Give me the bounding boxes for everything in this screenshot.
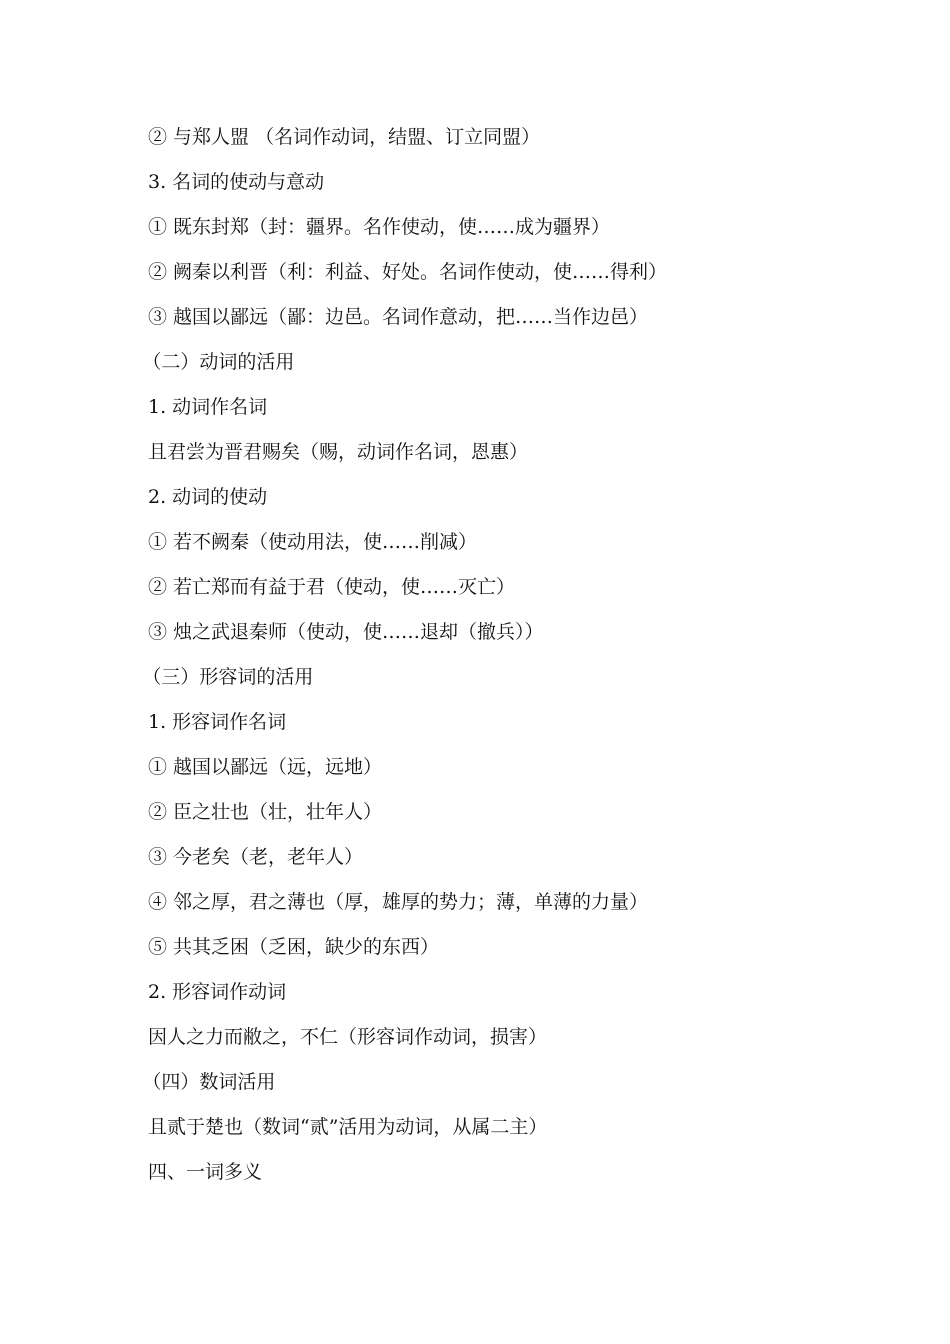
list-item: 因人之力而敝之，不仁（形容词作动词，损害） xyxy=(148,1026,548,1048)
heading: 2. 动词的使动 xyxy=(148,486,268,508)
list-item: ① 越国以鄙远（远，远地） xyxy=(148,756,383,778)
heading: 2. 形容词作动词 xyxy=(148,981,287,1003)
text-body xyxy=(142,120,868,1200)
subsection-heading: （四）数词活用 xyxy=(142,1071,276,1093)
list-item: ④ 邻之厚，君之薄也（厚，雄厚的势力；薄，单薄的力量） xyxy=(148,891,649,913)
section-heading: 四、一词多义 xyxy=(148,1161,263,1183)
subsection-heading: （二）动词的活用 xyxy=(142,351,295,373)
subsection-heading: （三）形容词的活用 xyxy=(142,666,314,688)
list-item: ⑤ 共其乏困（乏困，缺少的东西） xyxy=(148,936,440,958)
list-item: ③ 越国以鄙远（鄙：边邑。名词作意动，把……当作边邑） xyxy=(148,306,649,328)
list-item: 且贰于楚也（数词“贰”活用为动词，从属二主） xyxy=(148,1116,548,1138)
list-item: 且君尝为晋君赐矣（赐，动词作名词，恩惠） xyxy=(148,441,529,463)
list-item: ② 若亡郑而有益于君（使动，使……灭亡） xyxy=(148,576,516,598)
list-item: ③ 烛之武退秦师（使动，使……退却（撤兵）） xyxy=(148,621,544,643)
list-item: ② 臣之壮也（壮，壮年人） xyxy=(148,801,383,823)
heading: 1. 动词作名词 xyxy=(148,396,268,418)
list-item: ① 既东封郑（封：疆界。名作使动，使……成为疆界） xyxy=(148,216,611,238)
list-item: ① 若不阙秦（使动用法，使……削减） xyxy=(148,531,478,553)
heading: 1. 形容词作名词 xyxy=(148,711,287,733)
list-item: ② 阙秦以利晋（利：利益、好处。名词作使动，使……得利） xyxy=(148,261,668,283)
list-item: ② 与郑人盟 （名词作动词，结盟、订立同盟） xyxy=(148,126,541,148)
list-item: ③ 今老矣（老，老年人） xyxy=(148,846,364,868)
heading: 3. 名词的使动与意动 xyxy=(148,171,325,193)
